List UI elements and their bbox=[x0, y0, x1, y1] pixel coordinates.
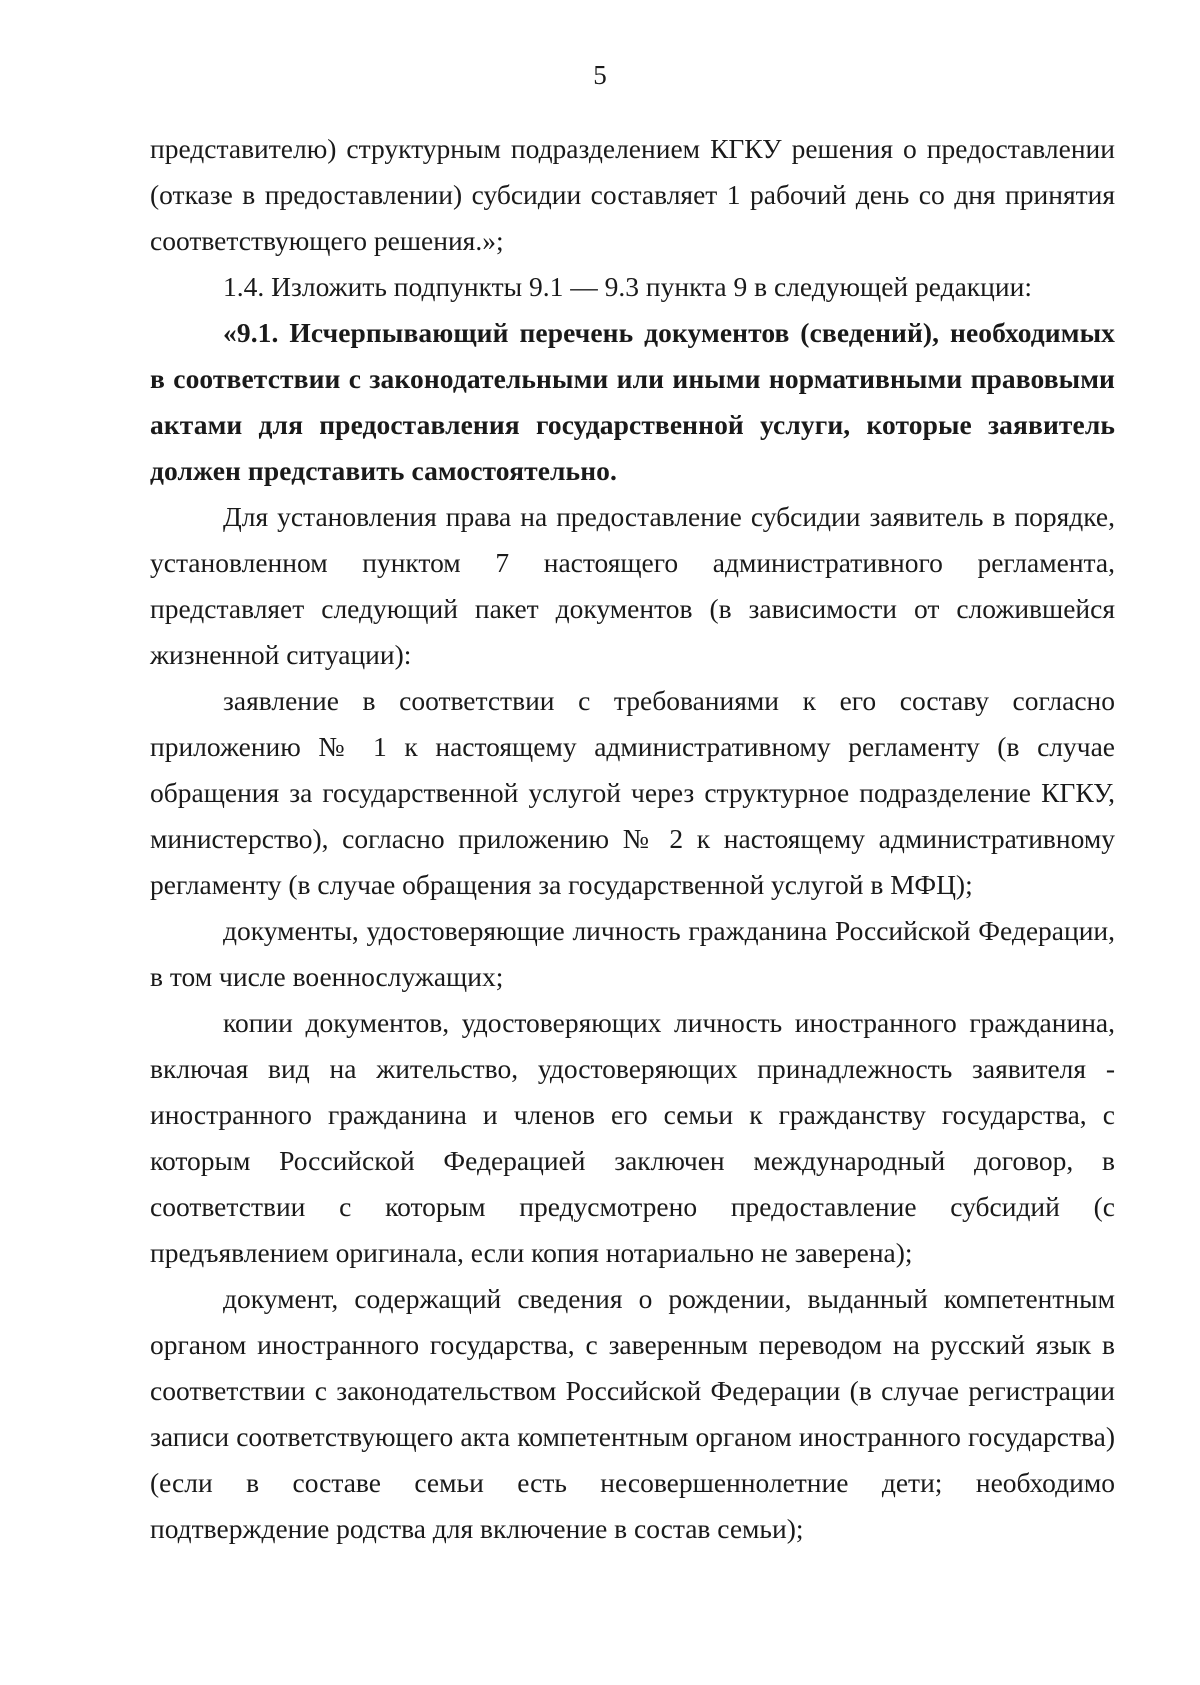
paragraph-amendment-1-4: 1.4. Изложить подпункты 9.1 — 9.3 пункта 9 в следующей редакции: bbox=[223, 271, 1032, 302]
list-item-application: заявление в соответствии с требованиями к его составу согласно приложению № 1 к настоящему административному регламенту (в случае обращения за государственной услугой через структурное подразделение КГКУ, министерство), согласно приложению № 2 к настоящему административному регламенту (в случае обращения за государственной услугой в МФЦ); bbox=[150, 685, 1115, 900]
list-item-identity-documents: документы, удостоверяющие личность гражданина Российской Федерации, в том числе военнослужащих; bbox=[150, 915, 1115, 992]
list-item-foreign-citizen-copies: копии документов, удостоверяющих личность иностранного гражданина, включая вид на жительство, удостоверяющих принадлежность заявителя - иностранного гражданина и членов его семьи к гражданству государства, с которым Российской Федерацией заключен международный договор, в соответствии с которым предусмотрено предоставление субсидий (с предъявлением оригинала, если копия нотариально не заверена); bbox=[150, 1007, 1115, 1268]
paragraph-document-package: Для установления права на предоставление субсидии заявитель в порядке, установленном пунктом 7 настоящего административного регламента, представляет следующий пакет документов (в зависимости от сложившейся жизненной ситуации): bbox=[150, 501, 1115, 670]
list-item-birth-document: документ, содержащий сведения о рождении, выданный компетентным органом иностранного государства, с заверенным переводом на русский язык в соответствии с законодательством Российской Федерации (в случае регистрации записи соответствующего акта компетентным органом иностранного государства) (если в составе семьи есть несовершеннолетние дети; необходимо подтверждение родства для включение в состав семьи); bbox=[150, 1283, 1115, 1544]
page-number: 5 bbox=[593, 60, 607, 90]
section-heading-9-1: «9.1. Исчерпывающий перечень документов (сведений), необходимых в соответствии с законодательными или иными нормативными правовыми актами для предоставления государственной услуги, которые заявитель должен представить самостоятельно. bbox=[150, 317, 1115, 486]
paragraph-continuation: представителю) структурным подразделением КГКУ решения о предоставлении (отказе в предоставлении) субсидии составляет 1 рабочий день со дня принятия соответствующего решения.»; bbox=[150, 133, 1115, 256]
document-body bbox=[150, 126, 1115, 1552]
